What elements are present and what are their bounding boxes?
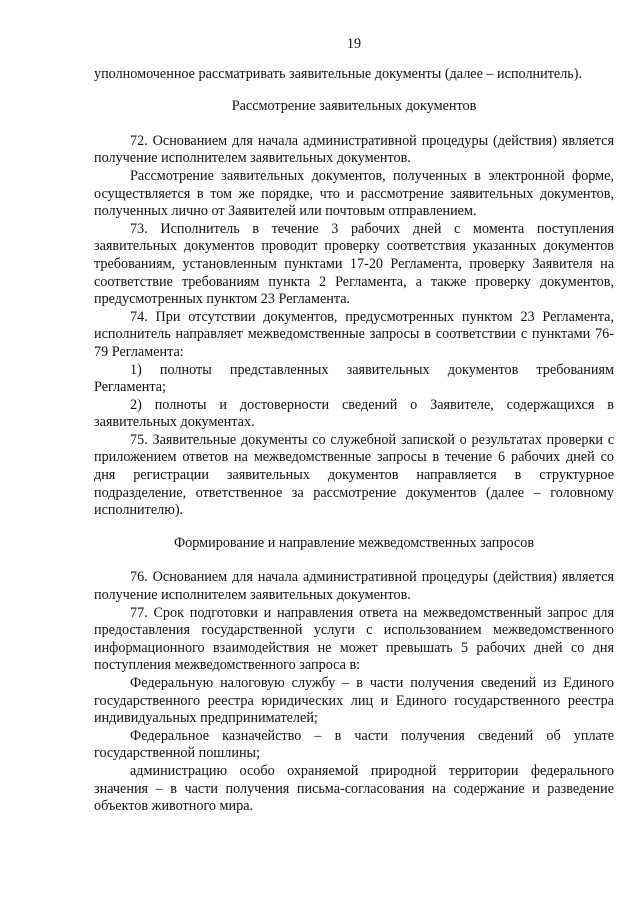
- paragraph-electronic-form: Рассмотрение заявительных документов, полученных в электронной форме, осуществляется в том же порядке, что и рассмотрение заявительных документов, полученных лично от Заявителей или почтовым отправлением.: [94, 167, 614, 220]
- paragraph-treasury: Федеральное казначейство – в части получения сведений об уплате государственной пошлины;: [94, 727, 614, 762]
- paragraph-77: 77. Срок подготовки и направления ответа на межведомственный запрос для предоставления государственной услуги с использованием межведомственного информационного взаимодействия не может превышать 5 рабочих дней со дня поступления межведомственного запроса в:: [94, 604, 614, 674]
- section-heading-requests: Формирование и направление межведомственных запросов: [173, 534, 535, 551]
- paragraph-nature-territory: администрацию особо охраняемой природной территории федерального значения – в части получения письма-согласования на содержание и разведение объектов животного мира.: [94, 762, 614, 815]
- document-page: [94, 36, 614, 816]
- list-item-1: 1) полноты представленных заявительных документов требованиям Регламента;: [94, 361, 614, 396]
- paragraph-74: 74. При отсутствии документов, предусмотренных пунктом 23 Регламента, исполнитель направляет межведомственные запросы в соответствии с пунктами 76-79 Регламента:: [94, 308, 614, 360]
- paragraph-tax-service: Федеральную налоговую службу – в части получения сведений из Единого государственного реестра юридических лиц и Единого государственного реестра индивидуальных предпринимателей;: [94, 675, 614, 727]
- paragraph-73: 73. Исполнитель в течение 3 рабочих дней с момента поступления заявительных документов проводит проверку соответствия указанных документов требованиям, установленным пунктами 17-20 Регламента, проверку Заявителя на соответствие требованиям пункта 2 Регламента, а также проверку документов, предусмотренных пунктом 23 Регламента.: [94, 220, 614, 308]
- paragraph-continuation: уполномоченное рассматривать заявительные документы (далее – исполнитель).: [94, 65, 583, 82]
- page-number: 19: [346, 36, 362, 52]
- paragraph-75: 75. Заявительные документы со служебной запиской о результатах проверки с приложением ответов на межведомственные запросы в течение 6 рабочих дней со дня регистрации заявительных документов направляется в структурное подразделение, ответственное за рассмотрение документов (далее – головному исполнителю).: [94, 431, 614, 519]
- list-item-2: 2) полноты и достоверности сведений о Заявителе, содержащихся в заявительных документах.: [94, 396, 614, 431]
- section-heading-review: Рассмотрение заявительных документов: [231, 98, 477, 115]
- paragraph-76: 76. Основанием для начала административной процедуры (действия) является получение исполнителем заявительных документов.: [94, 569, 614, 604]
- paragraph-72: 72. Основанием для начала административной процедуры (действия) является получение исполнителем заявительных документов.: [94, 132, 614, 167]
